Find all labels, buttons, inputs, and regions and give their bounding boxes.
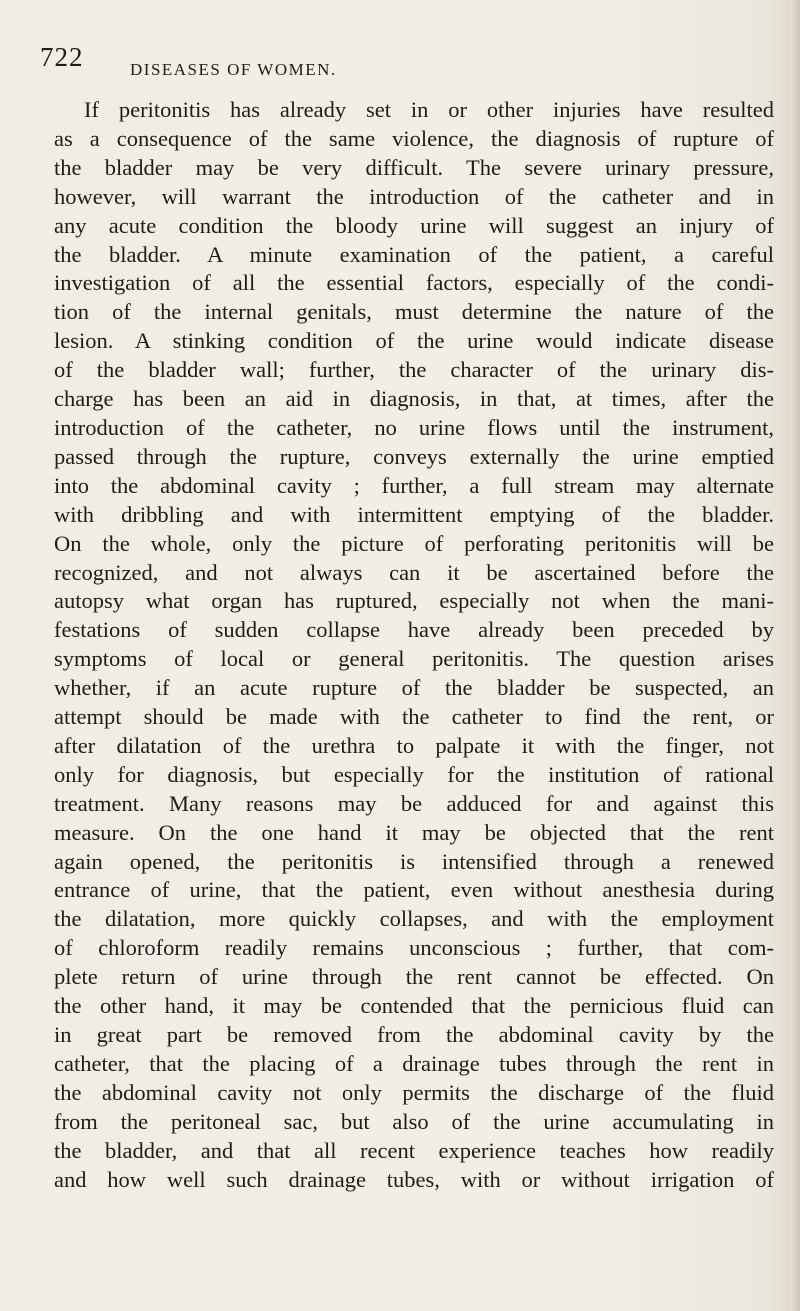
running-head: DISEASES OF WOMEN.: [130, 60, 337, 79]
page-header: [40, 42, 780, 78]
text-line: of chloroform readily remains unconscious ; further, that com-: [54, 935, 774, 961]
text-line: whether, if an acute rupture of the bladder be suspected, an: [54, 675, 774, 701]
text-line: and how well such drainage tubes, with or without irrigation of: [54, 1166, 774, 1192]
text-line: passed through the rupture, conveys externally the urine emptied: [54, 443, 774, 469]
page-edge: [790, 0, 800, 1311]
text-line: attempt should be made with the catheter to find the rent, or: [54, 704, 774, 730]
page-number: 722: [40, 42, 84, 72]
text-line: from the peritoneal sac, but also of the urine accumulating in: [54, 1108, 774, 1134]
text-line: entrance of urine, that the patient, even without anesthesia during: [54, 877, 774, 903]
text-line: lesion. A stinking condition of the urine would indicate disease: [54, 328, 774, 354]
text-line: autopsy what organ has ruptured, especially not when the mani-: [54, 588, 774, 614]
text-line: into the abdominal cavity ; further, a full stream may alternate: [54, 472, 774, 498]
text-line: after dilatation of the urethra to palpate it with the finger, not: [54, 732, 774, 758]
text-line: festations of sudden collapse have already been preceded by: [54, 617, 774, 643]
text-line: the bladder. A minute examination of the patient, a careful: [54, 241, 774, 267]
text-line: catheter, that the placing of a drainage tubes through the rent in: [54, 1050, 774, 1076]
text-line: the dilatation, more quickly collapses, and with the employment: [54, 906, 774, 932]
text-line: tion of the internal genitals, must determine the nature of the: [54, 299, 774, 325]
text-line: only for diagnosis, but especially for the institution of rational: [54, 761, 774, 787]
text-line: the abdominal cavity not only permits the discharge of the fluid: [54, 1079, 774, 1105]
text-line: however, will warrant the introduction of the catheter and in: [54, 183, 774, 209]
text-line: the other hand, it may be contended that the pernicious fluid can: [54, 993, 774, 1019]
text-line: introduction of the catheter, no urine flows until the instrument,: [54, 414, 774, 440]
text-line: measure. On the one hand it may be objected that the rent: [54, 819, 774, 845]
text-line: the bladder, and that all recent experience teaches how readily: [54, 1137, 774, 1163]
text-line: as a consequence of the same violence, the diagnosis of rupture of: [54, 125, 774, 151]
text-line: with dribbling and with intermittent emptying of the bladder.: [54, 501, 774, 527]
text-line: On the whole, only the picture of perforating peritonitis will be: [54, 530, 774, 556]
text-line: plete return of urine through the rent cannot be effected. On: [54, 964, 774, 990]
text-line: any acute condition the bloody urine will suggest an injury of: [54, 212, 774, 238]
text-line: treatment. Many reasons may be adduced for and against this: [54, 790, 774, 816]
text-line: investigation of all the essential factors, especially of the condi-: [54, 270, 774, 296]
body-text: [54, 96, 774, 1194]
text-line: If peritonitis has already set in or other injuries have resulted: [84, 97, 774, 122]
text-line: the bladder may be very difficult. The severe urinary pressure,: [54, 154, 774, 180]
text-line: charge has been an aid in diagnosis, in that, at times, after the: [54, 386, 774, 412]
text-line: again opened, the peritonitis is intensified through a renewed: [54, 848, 774, 874]
text-line: in great part be removed from the abdominal cavity by the: [54, 1022, 774, 1047]
text-line: symptoms of local or general peritonitis. The question arises: [54, 646, 774, 672]
text-line: recognized, and not always can it be ascertained before the: [54, 559, 774, 585]
text-line: of the bladder wall; further, the character of the urinary dis-: [54, 357, 774, 383]
